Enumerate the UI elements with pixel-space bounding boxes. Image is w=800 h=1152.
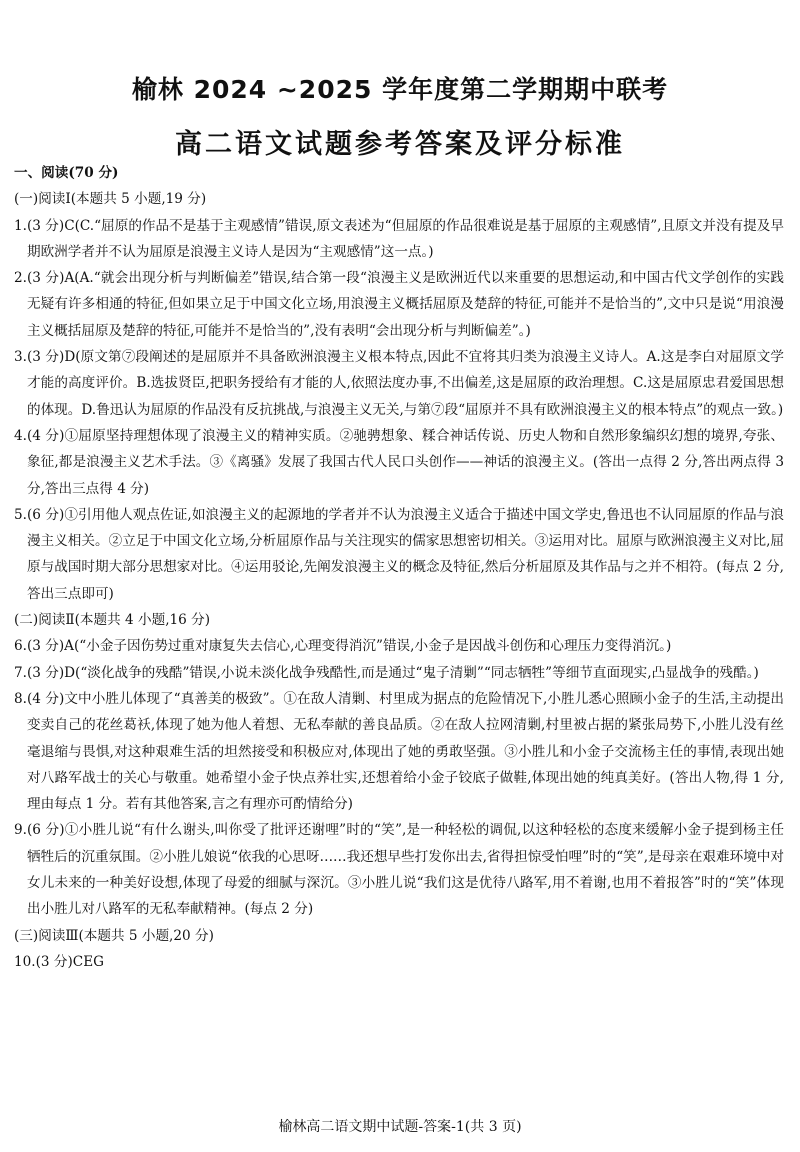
answer-number: 7. (14, 664, 27, 681)
answer-number: 5. (14, 506, 27, 523)
answer-item-3 (14, 344, 784, 423)
part-heading-reading-1: (一)阅读Ⅰ(本题共 5 小题,19 分) (14, 191, 207, 208)
answer-text: (3 分)CEG (35, 953, 104, 970)
answer-item-7 (14, 660, 784, 686)
exam-title: 榆林 2024 ~2025 学年度第二学期期中联考 (131, 75, 669, 104)
page-footer: 榆林高二语文期中试题-答案-1(共 3 页) (278, 1119, 522, 1135)
answer-content (14, 160, 784, 975)
answer-number: 9. (14, 822, 27, 839)
answer-number: 8. (14, 690, 27, 707)
answer-item-2 (14, 265, 784, 344)
answer-item-10 (14, 949, 784, 975)
answer-text: (3 分)D(原文第⑦段阐述的是屈原并不具备欧洲浪漫主义根本特点,因此不宜将其归类为浪漫主义诗人。A.这是李白对屈原文学才能的高度评价。B.选拔贤臣,把职务授给有才能的人,依照法度办事,不出偏差,这是屈原的政治理想。C.这是屈原忠君爱国思想的体现。D.鲁迅认为屈原的作品没有反抗挑战,与浪漫主义无关,与第⑦段“屈原并不具有欧洲浪漫主义的根本特点”的观点一致。) (26, 349, 784, 418)
part-heading-reading-2: (二)阅读Ⅱ(本题共 4 小题,16 分) (14, 612, 211, 629)
part-heading-reading-3: (三)阅读Ⅲ(本题共 5 小题,20 分) (14, 927, 214, 944)
answer-item-6 (14, 633, 784, 659)
answer-text: (4 分)文中小胜儿体现了“真善美的极致”。①在敌人清剿、村里成为据点的危险情况下,小胜儿悉心照顾小金子的生活,主动提出变卖自己的花丝葛袄,体现了她为他人着想、无私奉献的善良品质。②在敌人拉网清剿,村里被占据的紧张局势下,小胜儿没有丝毫退缩与畏惧,对这种艰难生活的坦然接受和积极应对,体现出了她的勇敢坚强。③小胜儿和小金子交流杨主任的事情,表现出她对八路军战士的关心与敬重。她希望小金子快点养壮实,还想着给小金子铰底子做鞋,体现出她的纯真美好。(答出人物,得 1 分,理由每点 1 分。若有其他答案,言之有理亦可酌情给分) (26, 690, 784, 813)
answer-text: (3 分)D(“淡化战争的残酷”错误,小说未淡化战争残酷性,而是通过“鬼子清剿”“同志牺牲”等细节直面现实,凸显战争的残酷。) (26, 664, 759, 681)
answer-text: (3 分)A(“小金子因伤势过重对康复失去信心,心理变得消沉”错误,小金子是因战斗创伤和心理压力变得消沉。) (26, 638, 672, 655)
answer-item-1 (14, 213, 784, 266)
answer-text: (6 分)①引用他人观点佐证,如浪漫主义的起源地的学者并不认为浪漫主义适合于描述中国文学史,鲁迅也不认同屈原的作品与浪漫主义相关。②立足于中国文化立场,分析屈原作品与关注现实的儒家思想密切相关。③运用对比。屈原与欧洲浪漫主义对比,屈原与战国时期大部分思想家对比。④运用驳论,先阐发浪漫主义的概念及特征,然后分析屈原及其作品与之并不相符。(每点 2 分,答出三点即可) (26, 506, 784, 602)
answer-number: 1. (14, 217, 27, 234)
answer-number: 3. (14, 349, 27, 366)
answer-text: (4 分)①屈原坚持理想体现了浪漫主义的精神实质。②驰骋想象、糅合神话传说、历史人物和自然形象编织幻想的境界,夸张、象征,都是浪漫主义艺术手法。③《离骚》发展了我国古代人民口头创作——神话的浪漫主义。(答出一点得 2 分,答出两点得 3 分,答出三点得 4 分) (26, 427, 784, 497)
section-heading-reading: 一、阅读(70 分) (14, 165, 119, 181)
answer-number: 4. (14, 427, 27, 444)
answer-text: (3 分)C(C.“屈原的作品不是基于主观感情”错误,原文表述为“但屈原的作品很难说是基于屈原的主观感情”,且原文并没有提及早期欧洲学者并不认为屈原是浪漫主义诗人是因为“主观感情”这一点。) (26, 217, 784, 260)
document-subtitle: 高二语文试题参考答案及评分标准 (175, 129, 625, 160)
answer-item-4 (14, 423, 784, 502)
answer-number: 2. (14, 270, 27, 287)
answer-item-9 (14, 817, 784, 922)
answer-item-5 (14, 502, 784, 607)
answer-text: (3 分)A(A.“就会出现分析与判断偏差”错误,结合第一段“浪漫主义是欧洲近代以来重要的思想运动,和中国古代文学创作的实践无疑有许多相通的特征,但如果立足于中国文化立场,用浪漫主义概括屈原及楚辞的特征,可能并不是恰当的”,文中只是说“用浪漫主义概括屈原及楚辞的特征,可能并不是恰当的”,没有表明“会出现分析与判断偏差”。) (26, 270, 784, 339)
answer-number: 10. (14, 953, 36, 970)
answer-number: 6. (14, 638, 27, 655)
answer-text: (6 分)①小胜儿说“有什么谢头,叫你受了批评还谢哩”时的“笑”,是一种轻松的调侃,以这种轻松的态度来缓解小金子提到杨主任牺牲后的沉重氛围。②小胜儿娘说“依我的心思呀……我还想早些打发你出去,省得担惊受怕哩”时的“笑”,是母亲在艰难环境中对女儿未来的一种美好设想,体现了母爱的细腻与深沉。③小胜儿说“我们这是优待八路军,用不着谢,也用不着报答”时的“笑”体现出小胜儿对八路军的无私奉献精神。(每点 2 分) (26, 822, 784, 918)
answer-item-8 (14, 686, 784, 817)
